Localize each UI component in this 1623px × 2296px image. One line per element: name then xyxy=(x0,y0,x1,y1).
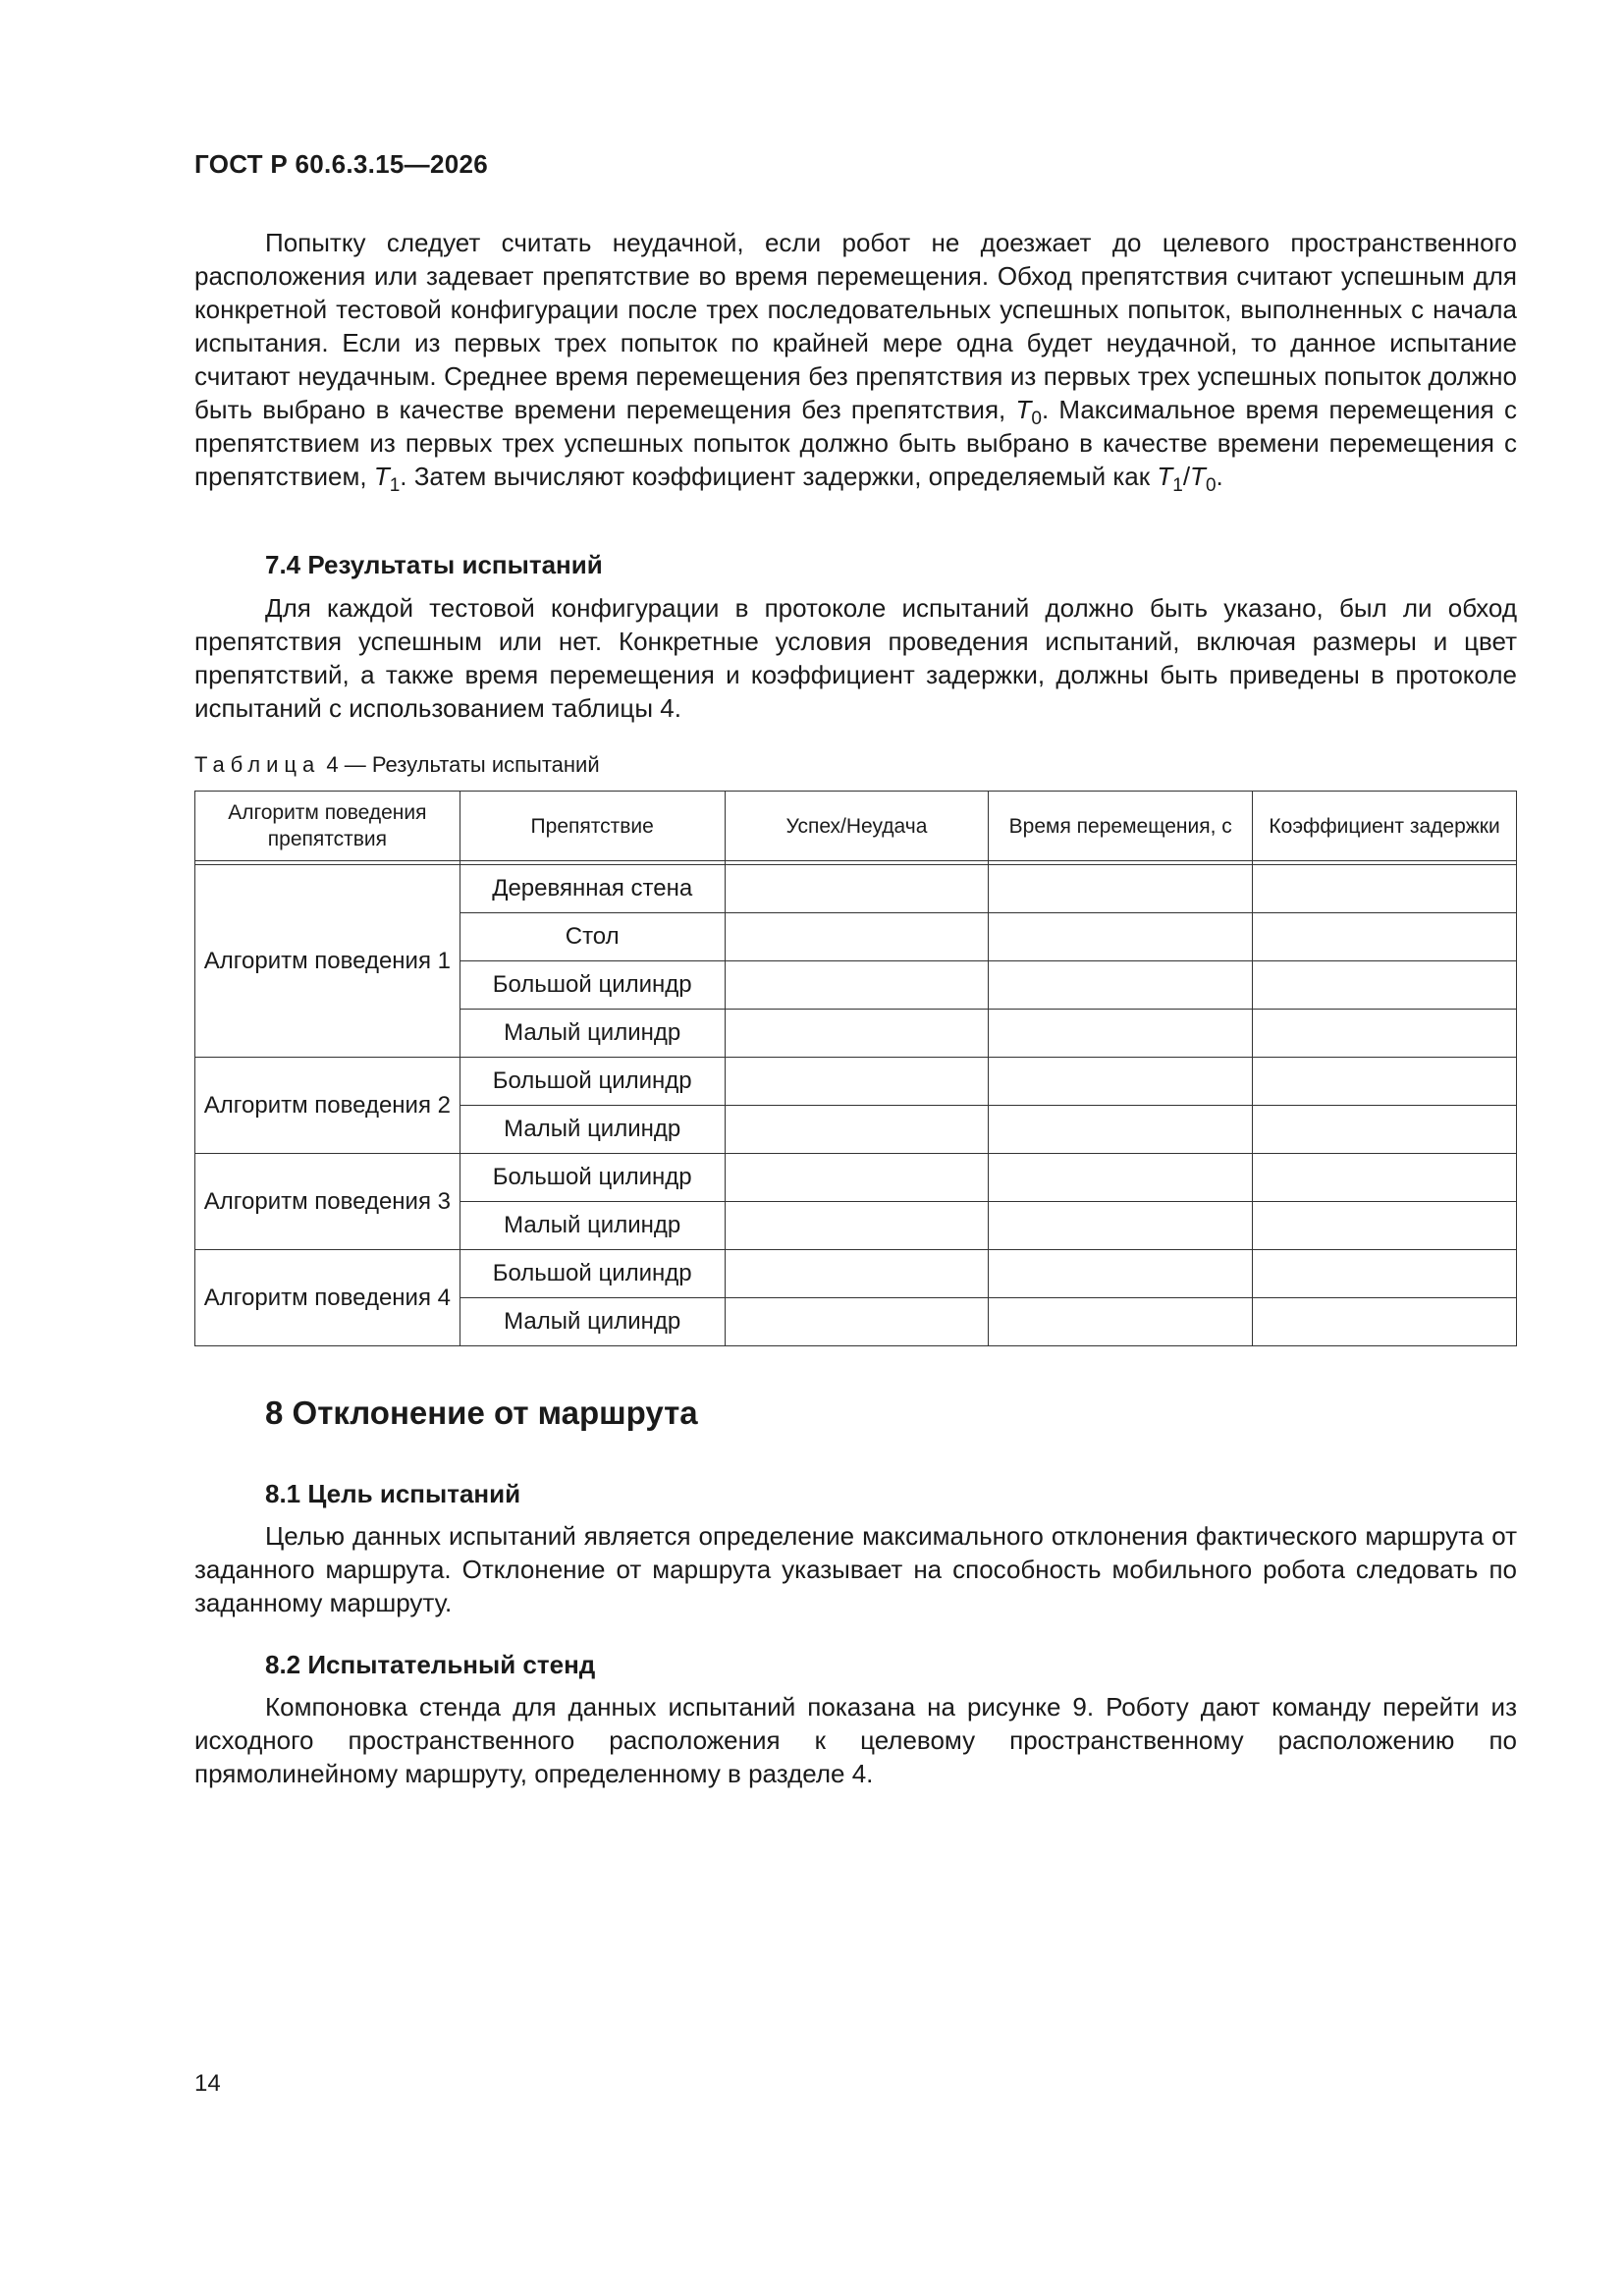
obstacle-cell: Малый цилиндр xyxy=(460,1106,725,1154)
time-cell xyxy=(989,1250,1253,1298)
table-header-row xyxy=(195,792,1517,861)
ratio-denominator: T xyxy=(1190,462,1206,491)
ratio-numerator: T xyxy=(1157,462,1173,491)
table-row xyxy=(195,1154,1517,1202)
time-cell xyxy=(989,1298,1253,1346)
algorithm-cell: Алгоритм поведения 1 xyxy=(195,865,460,1058)
coefficient-cell xyxy=(1253,913,1517,961)
obstacle-cell: Малый цилиндр xyxy=(460,1202,725,1250)
algorithm-cell: Алгоритм поведения 2 xyxy=(195,1058,460,1154)
section-8-heading: 8 Отклонение от маршрута xyxy=(265,1394,698,1431)
page-number: 14 xyxy=(194,2070,221,2097)
time-cell xyxy=(989,961,1253,1010)
coefficient-cell xyxy=(1253,961,1517,1010)
obstacle-cell: Малый цилиндр xyxy=(460,1298,725,1346)
algorithm-cell: Алгоритм поведения 3 xyxy=(195,1154,460,1250)
table-4-caption xyxy=(194,752,600,778)
t1-subscript: 1 xyxy=(389,475,401,496)
intro-text-part3: . Затем вычисляют коэффициент задержки, определяемый как xyxy=(400,462,1158,491)
time-cell xyxy=(989,913,1253,961)
obstacle-cell: Малый цилиндр xyxy=(460,1010,725,1058)
obstacle-cell: Деревянная стена xyxy=(460,865,725,913)
time-cell xyxy=(989,1058,1253,1106)
section-7-4-text xyxy=(194,591,1517,725)
intro-text-part1: Попытку следует считать неудачной, если робот не доезжает до целевого пространственного расположения или задевает препятствие во время перемещения. Обход препятствия считают успешным для конкретной тестовой конфигурации после трех последовательных успешных попыток, выполненных с начала испытания. Если из первых трех попыток по крайней мере одна будет неудачной, то данное испытание считают неудачным. Среднее время перемещения без препятствия из первых трех успешных попыток должно быть выбрано в качестве времени перемещения без препятствия, xyxy=(194,228,1517,424)
success-cell xyxy=(725,1202,989,1250)
t0-symbol: T xyxy=(1015,395,1032,424)
time-cell xyxy=(989,1106,1253,1154)
time-cell xyxy=(989,1202,1253,1250)
success-cell xyxy=(725,1154,989,1202)
col-header-delay-coefficient: Коэффициент задержки xyxy=(1253,792,1517,861)
t1-symbol: T xyxy=(373,462,390,491)
table-row xyxy=(195,1250,1517,1298)
time-cell xyxy=(989,1154,1253,1202)
coefficient-cell xyxy=(1253,865,1517,913)
obstacle-cell: Большой цилиндр xyxy=(460,961,725,1010)
intro-text-part2: . Максимальное время перемещения с препятствием из первых трех успешных попыток должно быть выбрано в качестве времени перемещения с препятствием, xyxy=(194,395,1517,491)
time-cell xyxy=(989,865,1253,913)
col-header-travel-time: Время перемещения, с xyxy=(989,792,1253,861)
table-4-caption-word: Таблица xyxy=(194,752,321,777)
coefficient-cell xyxy=(1253,1106,1517,1154)
algorithm-cell: Алгоритм поведения 4 xyxy=(195,1250,460,1346)
ratio-slash: / xyxy=(1182,462,1191,491)
ratio-denominator-subscript: 0 xyxy=(1205,475,1217,496)
coefficient-cell xyxy=(1253,1202,1517,1250)
success-cell xyxy=(725,1250,989,1298)
section-8-2-text xyxy=(194,1690,1517,1790)
success-cell xyxy=(725,913,989,961)
time-cell xyxy=(989,1010,1253,1058)
obstacle-cell: Большой цилиндр xyxy=(460,1250,725,1298)
coefficient-cell xyxy=(1253,1250,1517,1298)
section-8-1-paragraph: Целью данных испытаний является определение максимального отклонения фактического маршрута от заданного маршрута. Отклонение от маршрута указывает на способность мобильного робота следовать по заданному маршруту. xyxy=(194,1521,1517,1617)
success-cell xyxy=(725,1010,989,1058)
t0-subscript: 0 xyxy=(1031,409,1042,429)
section-8-1-heading: 8.1 Цель испытаний xyxy=(265,1479,521,1508)
section-8-1-text xyxy=(194,1519,1517,1619)
coefficient-cell xyxy=(1253,1298,1517,1346)
ratio-numerator-subscript: 1 xyxy=(1172,475,1183,496)
ratio-end: . xyxy=(1216,462,1223,491)
results-table xyxy=(194,791,1517,1346)
success-cell xyxy=(725,1298,989,1346)
coefficient-cell xyxy=(1253,1010,1517,1058)
col-header-obstacle: Препятствие xyxy=(460,792,725,861)
section-7-4-paragraph: Для каждой тестовой конфигурации в протоколе испытаний должно быть указано, был ли обход препятствия успешным или нет. Конкретные условия проведения испытаний, включая размеры и цвет препятствий, а также время перемещения и коэффициент задержки, должны быть приведены в протоколе испытаний с использованием таблицы 4. xyxy=(194,593,1517,723)
intro-paragraph xyxy=(194,226,1517,496)
section-7-4-heading: 7.4 Результаты испытаний xyxy=(265,550,603,579)
success-cell xyxy=(725,865,989,913)
section-8-2-paragraph: Компоновка стенда для данных испытаний показана на рисунке 9. Роботу дают команду перейти из исходного пространственного расположения к целевому пространственному расположению по прямолинейному маршруту, определенному в разделе 4. xyxy=(194,1692,1517,1788)
table-row xyxy=(195,865,1517,913)
obstacle-cell: Большой цилиндр xyxy=(460,1058,725,1106)
table-row xyxy=(195,1058,1517,1106)
success-cell xyxy=(725,1106,989,1154)
obstacle-cell: Большой цилиндр xyxy=(460,1154,725,1202)
table-4-caption-rest: 4 — Результаты испытаний xyxy=(320,752,600,777)
col-header-success: Успех/Неудача xyxy=(725,792,989,861)
success-cell xyxy=(725,1058,989,1106)
success-cell xyxy=(725,961,989,1010)
coefficient-cell xyxy=(1253,1058,1517,1106)
coefficient-cell xyxy=(1253,1154,1517,1202)
obstacle-cell: Стол xyxy=(460,913,725,961)
document-header: ГОСТ Р 60.6.3.15—2026 xyxy=(194,149,488,179)
section-8-2-heading: 8.2 Испытательный стенд xyxy=(265,1650,596,1679)
col-header-algorithm: Алгоритм поведения препятствия xyxy=(195,792,460,861)
